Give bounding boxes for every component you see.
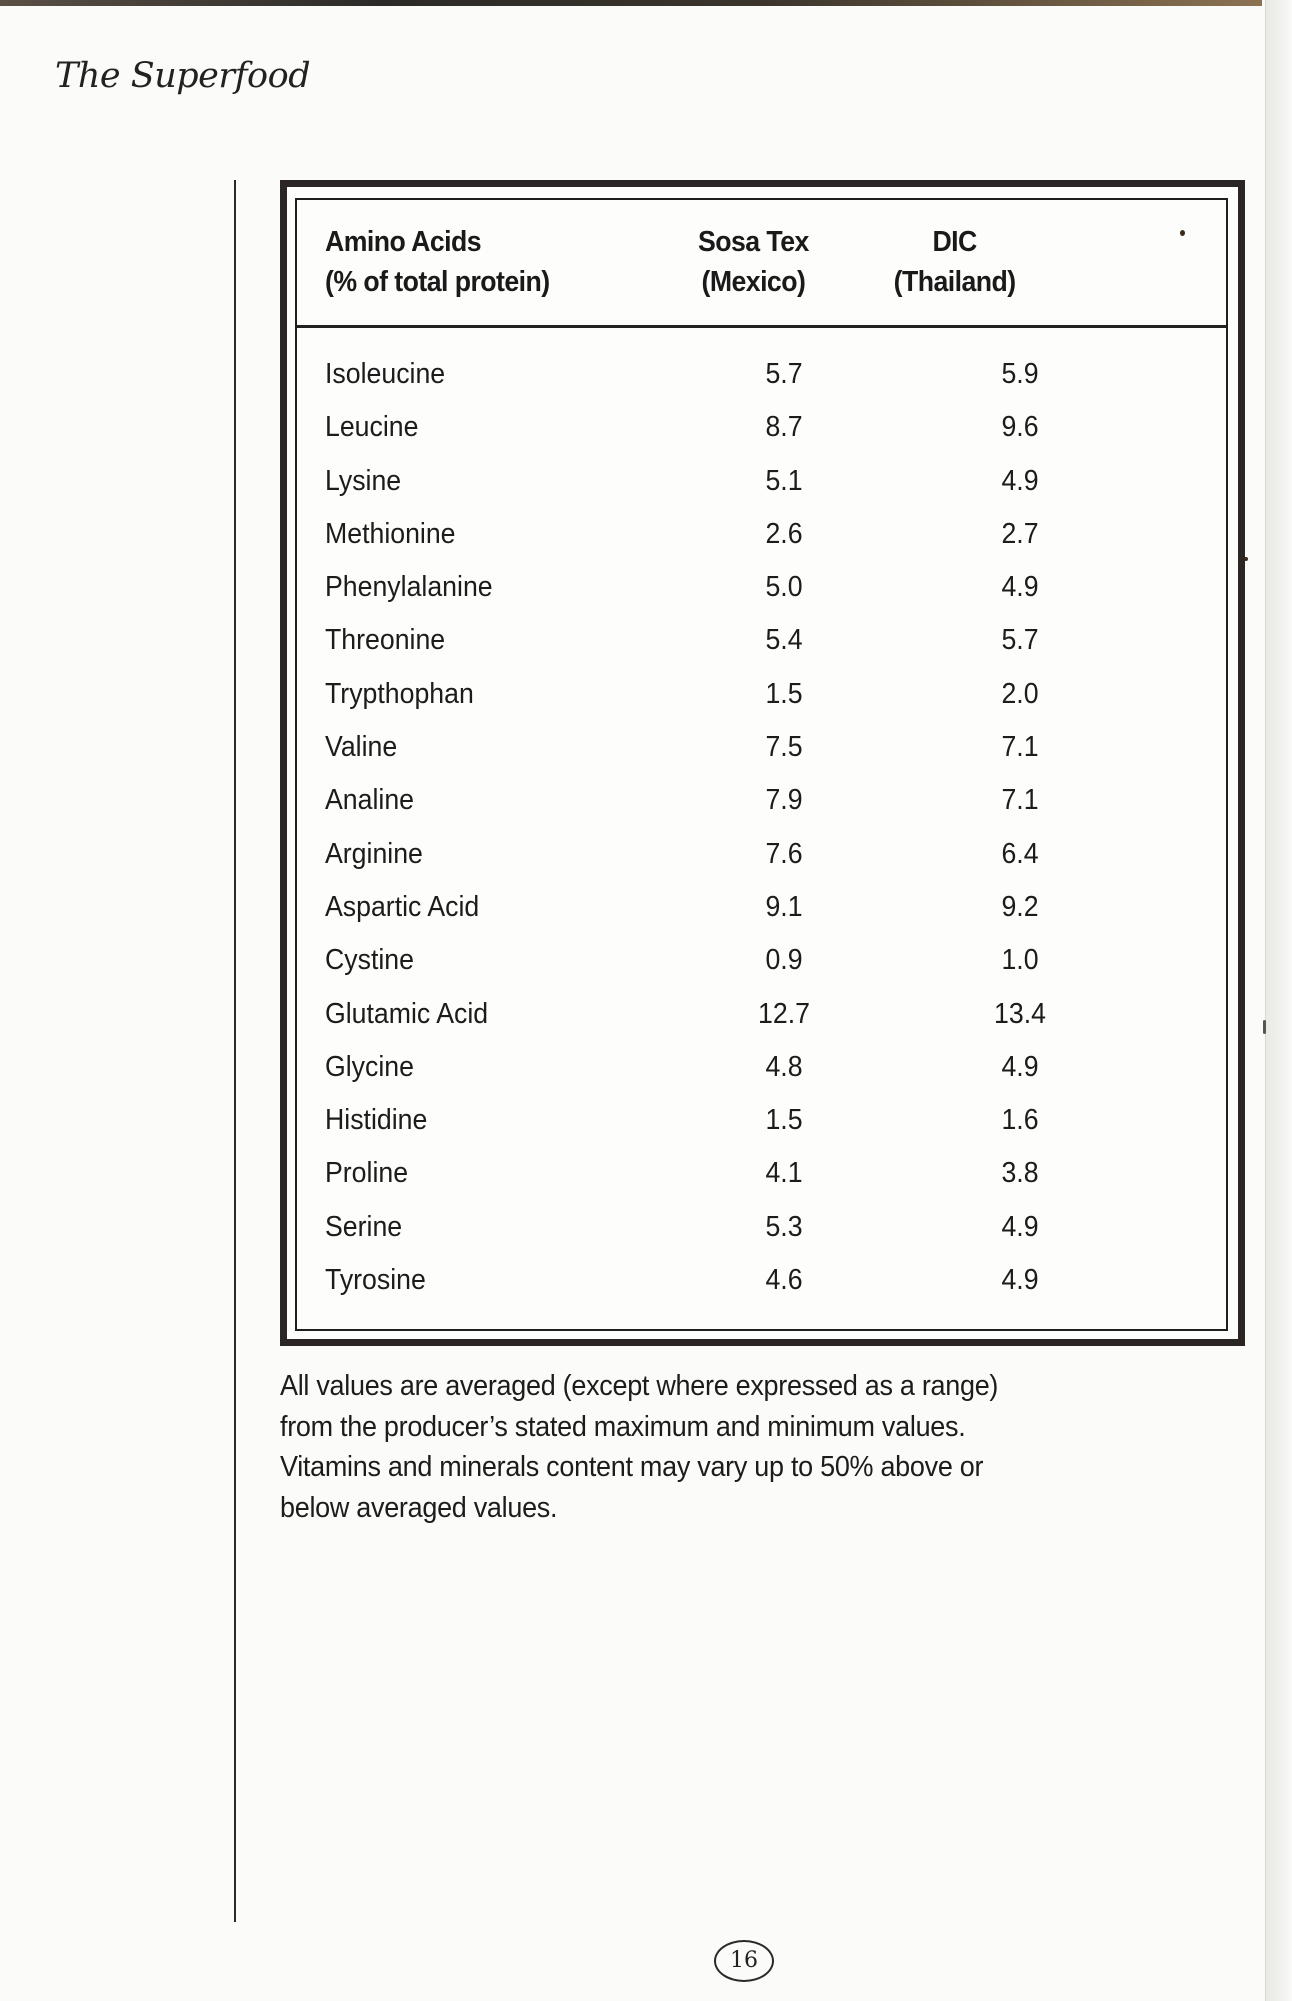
header-sosa-tex — [689, 222, 818, 302]
sosa-tex-value: 7.6 — [765, 837, 803, 870]
sosa-tex-value: 1.5 — [765, 1104, 803, 1137]
dic-value: 1.6 — [1001, 1104, 1039, 1137]
dic-value: 5.9 — [1001, 358, 1039, 390]
footnote-line: from the producer’s stated maximum and minimum values. — [280, 1410, 966, 1443]
header-sublabel: (Mexico) — [701, 266, 806, 298]
sosa-tex-value: 7.5 — [765, 731, 803, 764]
dic-value: 1.0 — [1001, 944, 1039, 977]
amino-acid-name: Cystine — [325, 944, 414, 977]
dic-value: 6.4 — [1001, 837, 1039, 870]
dic-value: 4.9 — [1001, 1050, 1039, 1083]
table-row — [297, 668, 1226, 721]
amino-acid-name: Proline — [325, 1157, 409, 1190]
table-row — [297, 934, 1226, 987]
table-row — [297, 1254, 1226, 1307]
footnote-line: Vitamins and minerals content may vary up to 50% above or — [280, 1451, 984, 1483]
table-inner-border — [295, 198, 1228, 1331]
amino-acid-name: Valine — [325, 731, 398, 764]
margin-rule — [234, 180, 236, 1922]
sosa-tex-value: 8.7 — [765, 411, 803, 444]
dic-value: 7.1 — [1001, 784, 1039, 817]
sosa-tex-value: 4.6 — [765, 1264, 803, 1297]
footnote-line: All values are averaged (except where expressed as a range) — [280, 1370, 999, 1402]
table-row — [297, 1041, 1226, 1094]
amino-acid-name: Phenylalanine — [325, 571, 493, 604]
dic-value: 13.4 — [994, 997, 1046, 1030]
header-amino-acids — [325, 222, 550, 302]
footnote-line: below averaged values. — [280, 1491, 558, 1524]
scan-speck — [1263, 1020, 1266, 1034]
amino-acid-name: Tyrosine — [325, 1264, 426, 1297]
header-dic — [881, 222, 1028, 302]
sosa-tex-value: 5.0 — [765, 571, 803, 604]
sosa-tex-value: 5.1 — [765, 464, 803, 497]
dic-value: 4.9 — [1001, 571, 1039, 604]
table-footnote — [280, 1366, 1173, 1528]
page-right-edge — [1265, 0, 1292, 2001]
page-number: 16 — [714, 1940, 774, 1982]
sosa-tex-value: 7.9 — [765, 784, 803, 817]
amino-acid-name: Leucine — [325, 411, 419, 444]
table-row — [297, 1094, 1226, 1147]
header-sublabel: (% of total protein) — [325, 266, 550, 298]
sosa-tex-value: 9.1 — [765, 890, 803, 923]
amino-acid-name: Arginine — [325, 837, 423, 870]
sosa-tex-value: 0.9 — [765, 944, 803, 977]
sosa-tex-value: 12.7 — [758, 997, 810, 1030]
table-row — [297, 455, 1226, 508]
amino-acid-name: Analine — [325, 784, 415, 817]
dic-value: 2.7 — [1001, 517, 1039, 550]
sosa-tex-value: 4.1 — [765, 1157, 803, 1190]
dic-value: 3.8 — [1001, 1157, 1039, 1190]
amino-acid-name: Threonine — [325, 624, 446, 657]
sosa-tex-value: 1.5 — [765, 677, 803, 710]
dic-value: 4.9 — [1001, 1210, 1039, 1243]
scan-speck — [1244, 557, 1248, 561]
dic-value: 2.0 — [1001, 677, 1039, 710]
table-row — [297, 1201, 1226, 1254]
table-row — [297, 401, 1226, 454]
table-row — [297, 614, 1226, 667]
header-label: DIC — [932, 226, 977, 258]
header-label: Amino Acids — [325, 226, 482, 258]
amino-acid-name: Methionine — [325, 517, 456, 550]
amino-acid-table — [280, 180, 1245, 1346]
amino-acid-name: Trypthophan — [325, 677, 474, 710]
amino-acid-name: Glycine — [325, 1050, 414, 1083]
dic-value: 4.9 — [1001, 1264, 1039, 1297]
dic-value: 9.6 — [1001, 411, 1039, 444]
table-row — [297, 774, 1226, 827]
header-sublabel: (Thailand) — [893, 266, 1016, 298]
table-row — [297, 828, 1226, 881]
sosa-tex-value: 5.3 — [765, 1210, 803, 1243]
sosa-tex-value: 5.7 — [765, 358, 803, 390]
scan-speck — [1180, 230, 1185, 236]
sosa-tex-value: 4.8 — [765, 1050, 803, 1083]
table-row — [297, 508, 1226, 561]
sosa-tex-value: 2.6 — [765, 517, 803, 550]
amino-acid-name: Glutamic Acid — [325, 997, 489, 1030]
running-head: The Superfood — [55, 56, 311, 96]
amino-acid-name: Aspartic Acid — [325, 890, 480, 923]
table-row — [297, 988, 1226, 1041]
table-row — [297, 721, 1226, 774]
page-top-edge — [0, 0, 1262, 6]
table-row — [297, 561, 1226, 614]
dic-value: 9.2 — [1001, 890, 1039, 923]
table-row — [297, 1147, 1226, 1200]
amino-acid-name: Isoleucine — [325, 358, 446, 390]
table-header — [297, 200, 1226, 328]
dic-value: 4.9 — [1001, 464, 1039, 497]
dic-value: 7.1 — [1001, 731, 1039, 764]
amino-acid-name: Serine — [325, 1210, 403, 1243]
table-row — [297, 348, 1226, 401]
dic-value: 5.7 — [1001, 624, 1039, 657]
table-row — [297, 881, 1226, 934]
amino-acid-name: Histidine — [325, 1104, 428, 1137]
header-label: Sosa Tex — [698, 226, 809, 258]
amino-acid-name: Lysine — [325, 464, 402, 497]
sosa-tex-value: 5.4 — [765, 624, 803, 657]
table-body — [297, 348, 1226, 1307]
